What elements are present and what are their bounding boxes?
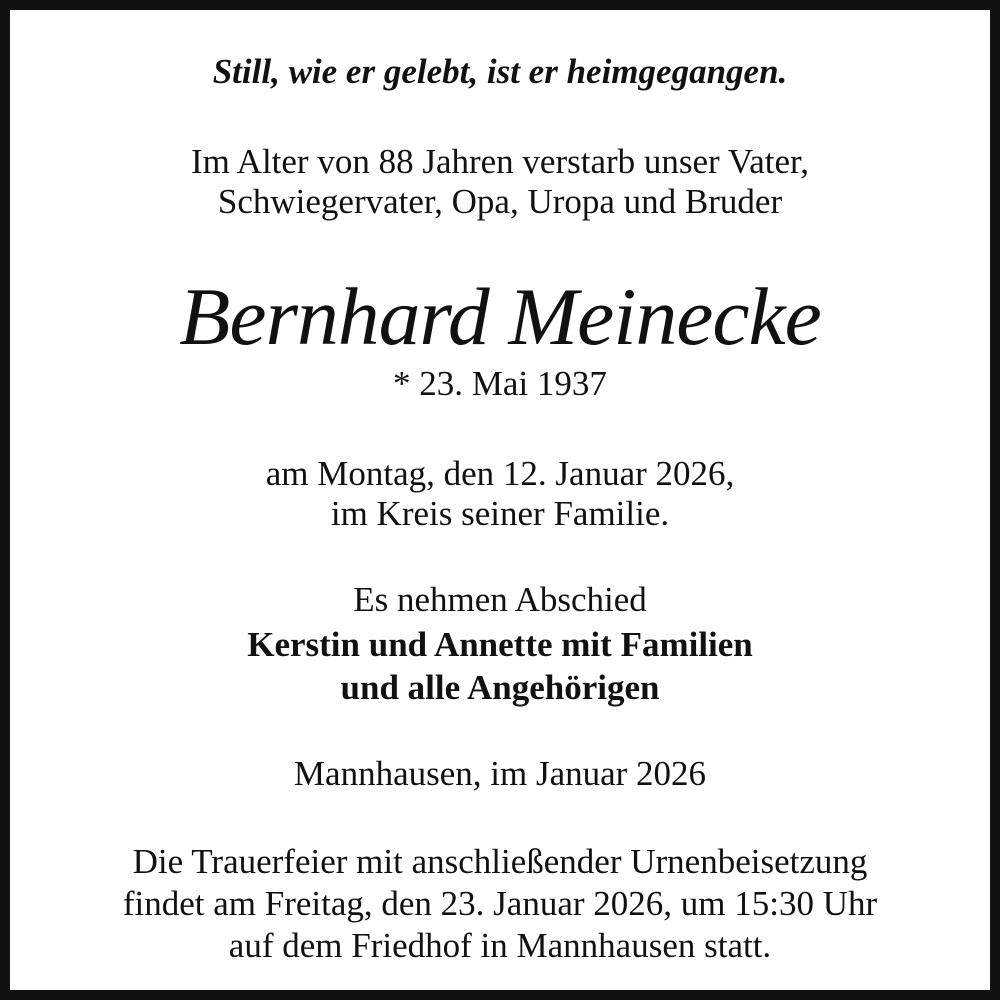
ceremony-line-3: auf dem Friedhof in Mannhausen statt. <box>228 926 772 965</box>
farewell-intro: Es nehmen Abschied <box>353 580 647 619</box>
ceremony-line-2: findet am Freitag, den 23. Januar 2026, um 15:30 Uhr <box>122 884 878 923</box>
birth-date: * 23. Mai 1937 <box>393 364 607 403</box>
intro-line-2: Schwiegervater, Opa, Uropa und Bruder <box>217 182 783 221</box>
intro-line-1: Im Alter von 88 Jahren verstarb unser Vater, <box>190 142 810 181</box>
place-date: Mannhausen, im Januar 2026 <box>293 754 707 793</box>
deceased-name: Bernhard Meinecke <box>179 271 821 362</box>
motto: Still, wie er gelebt, ist er heimgegangen. <box>212 52 788 91</box>
death-circumstance: im Kreis seiner Familie. <box>330 494 670 533</box>
ceremony-line-1: Die Trauerfeier mit anschließender Urnenbeisetzung <box>132 842 868 881</box>
death-date: am Montag, den 12. Januar 2026, <box>265 454 735 493</box>
mourners-line-1: Kerstin und Annette mit Familien <box>247 625 753 664</box>
mourners-line-2: und alle Angehörigen <box>340 668 660 707</box>
